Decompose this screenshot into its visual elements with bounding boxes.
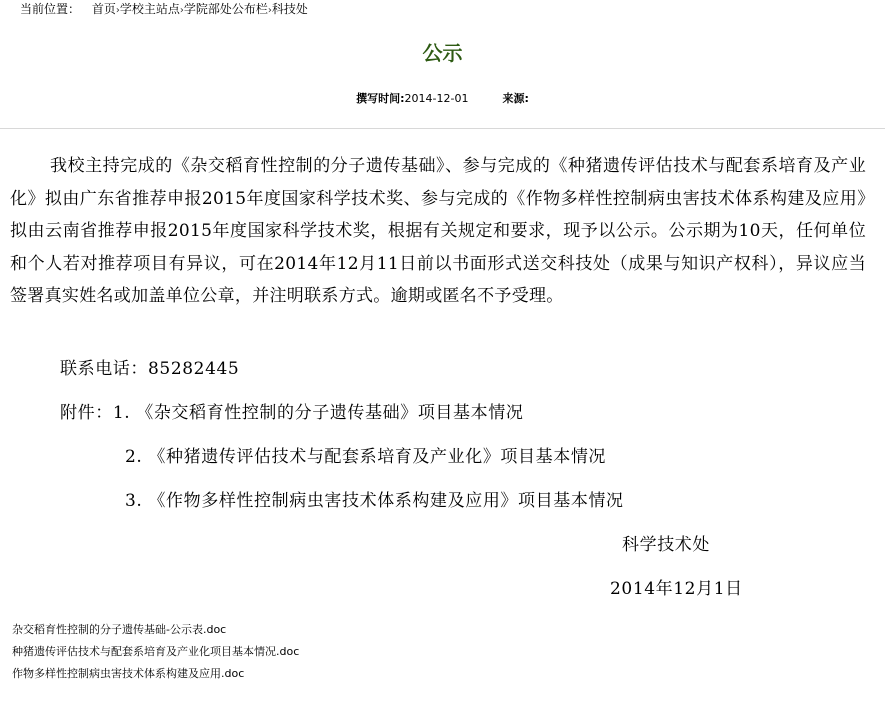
- attachment-item: 1. 《杂交稻育性控制的分子遗传基础》项目基本情况: [112, 403, 524, 423]
- contact-phone: 联系电话：85282445: [60, 359, 240, 379]
- breadcrumb-label: 当前位置：: [20, 2, 81, 16]
- breadcrumb-separator: ›: [179, 5, 184, 16]
- time-label: 撰写时间:: [356, 92, 405, 105]
- source-label: 来源:: [502, 92, 529, 105]
- breadcrumb-separator: ›: [267, 5, 272, 16]
- breadcrumb-link-home[interactable]: 首页: [91, 2, 116, 16]
- attachment-line-1: [60, 402, 523, 424]
- attachments-label: 附件：: [60, 403, 113, 423]
- breadcrumb-link-science-office[interactable]: 科技处: [271, 2, 308, 16]
- signature: 科学技术处: [622, 535, 710, 555]
- time-value: 2014-12-01: [404, 92, 469, 105]
- download-link-rice-doc[interactable]: 杂交稻育性控制的分子遗传基础-公示表.doc: [12, 623, 227, 636]
- breadcrumb-separator: ›: [115, 5, 120, 16]
- breadcrumb-link-department-board[interactable]: 学院部处公布栏: [183, 2, 268, 16]
- attachment-item: 2. 《种猪遗传评估技术与配套系培育及产业化》项目基本情况: [125, 447, 607, 467]
- article-meta: [0, 92, 885, 106]
- breadcrumb-link-main-site[interactable]: 学校主站点: [119, 2, 180, 16]
- download-link-crop-doc[interactable]: 作物多样性控制病虫害技术体系构建及应用.doc: [12, 667, 245, 680]
- download-link-pig-doc[interactable]: 种猪遗传评估技术与配套系培育及产业化项目基本情况.doc: [12, 645, 300, 658]
- signature-date: 2014年12月1日: [610, 579, 743, 599]
- article-body: [10, 150, 866, 599]
- header-divider: [0, 128, 885, 129]
- breadcrumb: [20, 1, 308, 19]
- page-title: 公示: [422, 41, 463, 65]
- announcement-paragraph: 我校主持完成的《杂交稻育性控制的分子遗传基础》、参与完成的《种猪遗传评估技术与配套系培育及产业化》拟由广东省推荐申报2015年度国家科学技术奖、参与完成的《作物多样性控制病虫害技术体系构建及应用》拟由云南省推荐申报2015年度国家科学技术奖，根据有关规定和要求，现予以公示。公示期为10天，任何单位和个人若对推荐项目有异议，可在2014年12月11日前以书面形式送交科技处（成果与知识产权科），异议应当签署真实姓名或加盖单位公章，并注明联系方式。逾期或匿名不予受理。: [10, 156, 866, 306]
- attachment-item: 3. 《作物多样性控制病虫害技术体系构建及应用》项目基本情况: [125, 491, 624, 511]
